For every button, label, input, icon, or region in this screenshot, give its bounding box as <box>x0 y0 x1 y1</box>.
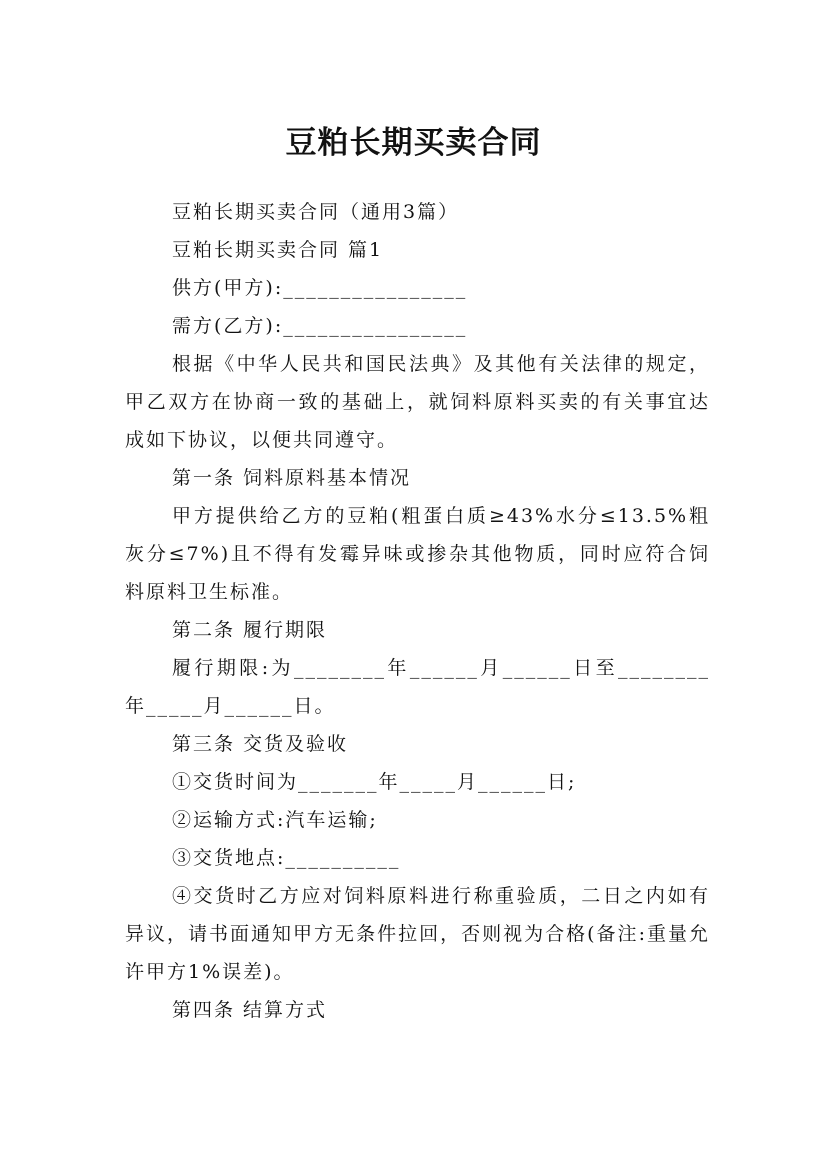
transport-item: ②运输方式:汽车运输; <box>172 809 378 831</box>
buyer-line: 需方(乙方):________________ <box>172 315 468 337</box>
subtitle-part: 豆粕长期买卖合同 篇1 <box>172 239 384 261</box>
article-4-heading: 第四条 结算方式 <box>172 999 328 1021</box>
article-2-text: 履行期限:为________年______月______日至________年_____月______日。 <box>125 657 710 717</box>
preamble-paragraph: 根据《中华人民共和国民法典》及其他有关法律的规定，甲乙双方在协商一致的基础上，就饲料原料买卖的有关事宜达成如下协议，以便共同遵守。 <box>125 353 710 451</box>
article-1-text: 甲方提供给乙方的豆粕(粗蛋白质≥43%水分≤13.5%粗灰分≤7%)且不得有发霉异味或掺杂其他物质，同时应符合饲料原料卫生标准。 <box>125 505 710 603</box>
subtitle-collection: 豆粕长期买卖合同（通用3篇） <box>172 201 460 223</box>
inspection-item: ④交货时乙方应对饲料原料进行称重验质，二日之内如有异议，请书面通知甲方无条件拉回，否则视为合格(备注:重量允许甲方1%误差)。 <box>125 885 710 983</box>
document-body <box>125 193 710 1029</box>
article-1-heading: 第一条 饲料原料基本情况 <box>172 467 412 489</box>
document-title: 豆粕长期买卖合同 <box>285 124 542 161</box>
supplier-line: 供方(甲方):________________ <box>172 277 468 299</box>
article-2-heading: 第二条 履行期限 <box>172 619 328 641</box>
article-3-heading: 第三条 交货及验收 <box>172 733 349 755</box>
delivery-time-item: ①交货时间为_______年_____月______日; <box>172 771 577 793</box>
delivery-place-item: ③交货地点:__________ <box>172 847 401 869</box>
